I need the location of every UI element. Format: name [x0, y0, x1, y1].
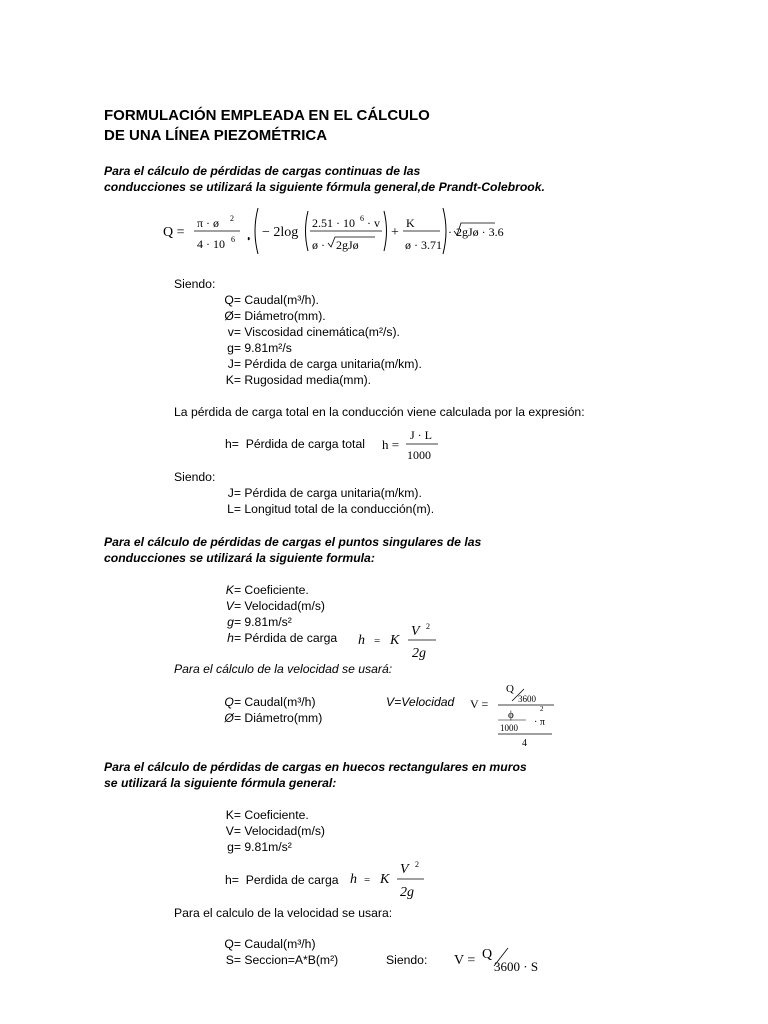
svg-text:V: V: [400, 862, 409, 877]
velocity-intro-2: Para el calculo de la velocidad se usara:: [174, 906, 393, 920]
def-k-coef: K= Coeficiente.: [225, 583, 309, 597]
def-q: Q= Caudal(m³/h).: [224, 293, 319, 307]
title-line-2: DE UNA LÍNEA PIEZOMÉTRICA: [104, 127, 328, 144]
svg-text:Q =: Q =: [163, 225, 185, 240]
svg-text:K: K: [380, 872, 390, 887]
siendo-label: Siendo:: [174, 277, 216, 291]
def-v: V= Velocidad(m/s): [225, 599, 325, 613]
svg-text:Q: Q: [482, 947, 493, 962]
svg-text:2.51 · 10: 2.51 · 10: [312, 216, 355, 230]
svg-text:K: K: [390, 633, 400, 648]
svg-text:− 2log: − 2log: [262, 225, 299, 240]
def-j-2: J= Pérdida de carga unitaria(m/km).: [227, 486, 422, 500]
svg-text:ø · 3.71: ø · 3.71: [405, 238, 442, 252]
svg-text:2: 2: [540, 705, 544, 713]
def-h-total: h= Pérdida de carga total: [225, 437, 365, 451]
section3-definitions: [200, 807, 325, 855]
title-line-1: FORMULACIÓN EMPLEADA EN EL CÁLCULO: [104, 107, 430, 124]
svg-text:2gJø · 3.6: 2gJø · 3.6: [456, 225, 504, 239]
section3-intro-line-2: se utilizará la siguiente fórmula general:: [104, 776, 337, 790]
svg-text:2: 2: [426, 622, 430, 631]
section1-definitions-2: [200, 485, 434, 517]
svg-text:2: 2: [230, 214, 234, 223]
svg-text:4: 4: [522, 738, 527, 749]
svg-text:Q: Q: [506, 683, 514, 695]
svg-text:V =: V =: [470, 697, 489, 711]
velocity-rect-equation: [450, 940, 546, 978]
document-title: [104, 106, 430, 146]
svg-text:1000: 1000: [500, 723, 518, 733]
velocity-circular-equation: [468, 680, 560, 750]
def-g-2: g= 9.81m/s²: [227, 615, 292, 629]
svg-text:J · L: J · L: [410, 428, 432, 442]
svg-text:ϕ: ϕ: [508, 709, 514, 721]
def-k-coef-2: K= Coeficiente.: [225, 808, 309, 822]
section2-intro-line-1: Para el cálculo de pérdidas de cargas el puntos singulares de las: [104, 535, 482, 549]
section1-intro: [104, 163, 545, 195]
section3-intro-line-1: Para el cálculo de pérdidas de cargas en huecos rectangulares en muros: [104, 760, 527, 774]
def-diameter: Ø= Diámetro(mm).: [224, 309, 326, 323]
section2-intro-line-2: conducciones se utilizará la siguiente formula:: [104, 551, 375, 565]
def-q-3: Q= Caudal(m³/h): [224, 937, 316, 951]
section3-definitions-2: [200, 936, 338, 968]
def-l: L= Longitud total de la conducción(m).: [227, 502, 435, 516]
svg-text:1000: 1000: [407, 448, 431, 462]
def-h-singular: h= Pérdida de carga: [227, 631, 338, 645]
def-q-2: Q= Caudal(m³/h): [224, 695, 316, 709]
singular-loss-equation: [356, 620, 440, 662]
siendo-label-2: Siendo:: [174, 470, 216, 484]
def-j: J= Pérdida de carga unitaria(m/km).: [227, 357, 422, 371]
section2-definitions-2: [200, 694, 322, 726]
def-g-3: g= 9.81m/s²: [227, 840, 292, 854]
svg-text:· π: · π: [534, 717, 545, 728]
def-diameter-2: Ø= Diámetro(mm): [224, 711, 323, 725]
svg-text:3600: 3600: [518, 694, 536, 704]
svg-text:V: V: [411, 624, 420, 639]
colebrook-equation-tail: [456, 217, 516, 247]
svg-text:· v: · v: [367, 216, 380, 230]
section1-definitions: [200, 292, 422, 388]
svg-text:2gJø: 2gJø: [336, 238, 359, 252]
svg-text:2g: 2g: [400, 885, 414, 900]
def-v-2: V= Velocidad(m/s): [225, 824, 325, 838]
svg-text:h: h: [350, 872, 357, 887]
section2-intro: [104, 534, 481, 566]
def-h-wall: h= Perdida de carga: [225, 873, 339, 887]
section3-intro: [104, 759, 527, 791]
svg-text:=: =: [364, 874, 371, 886]
svg-text:π · ø: π · ø: [197, 216, 220, 230]
svg-text:2: 2: [415, 860, 419, 869]
svg-text:3600 · S: 3600 · S: [494, 959, 539, 974]
section1-intro-line-1: Para el cálculo de pérdidas de cargas continuas de las: [104, 164, 421, 178]
colebrook-equation: [160, 203, 480, 259]
svg-text:=: =: [374, 635, 381, 647]
def-g: g= 9.81m²/s: [227, 341, 292, 355]
wall-loss-equation: [348, 859, 428, 901]
def-viscosity: v= Viscosidad cinemática(m²/s).: [227, 325, 400, 339]
svg-text:V =: V =: [454, 953, 476, 968]
def-k: K= Rugosidad media(mm).: [225, 373, 372, 387]
svg-text:⋅: ⋅: [246, 224, 252, 254]
siendo-label-3: Siendo:: [386, 953, 428, 967]
svg-text:6: 6: [360, 214, 364, 223]
svg-text:·: ·: [448, 225, 452, 239]
svg-text:K: K: [406, 216, 415, 230]
def-s: S= Seccion=A*B(m²): [225, 953, 339, 967]
svg-text:+: +: [391, 225, 399, 240]
svg-text:ø ·: ø ·: [312, 238, 325, 252]
svg-text:6: 6: [231, 235, 235, 244]
svg-text:h =: h =: [382, 437, 400, 452]
section1-intro-line-2: conducciones se utilizará la siguiente fórmula general,de Prandt-Colebrook.: [104, 180, 545, 194]
total-loss-intro: La pérdida de carga total en la conducción viene calculada por la expresión:: [174, 405, 585, 419]
velocity-label: V=Velocidad: [386, 695, 455, 709]
velocity-intro: Para el cálculo de la velocidad se usará:: [174, 662, 393, 676]
total-loss-equation: [380, 424, 450, 464]
section2-definitions: [200, 582, 337, 646]
svg-text:2g: 2g: [412, 646, 426, 661]
svg-text:4 · 10: 4 · 10: [197, 237, 225, 251]
svg-text:h: h: [358, 633, 365, 648]
